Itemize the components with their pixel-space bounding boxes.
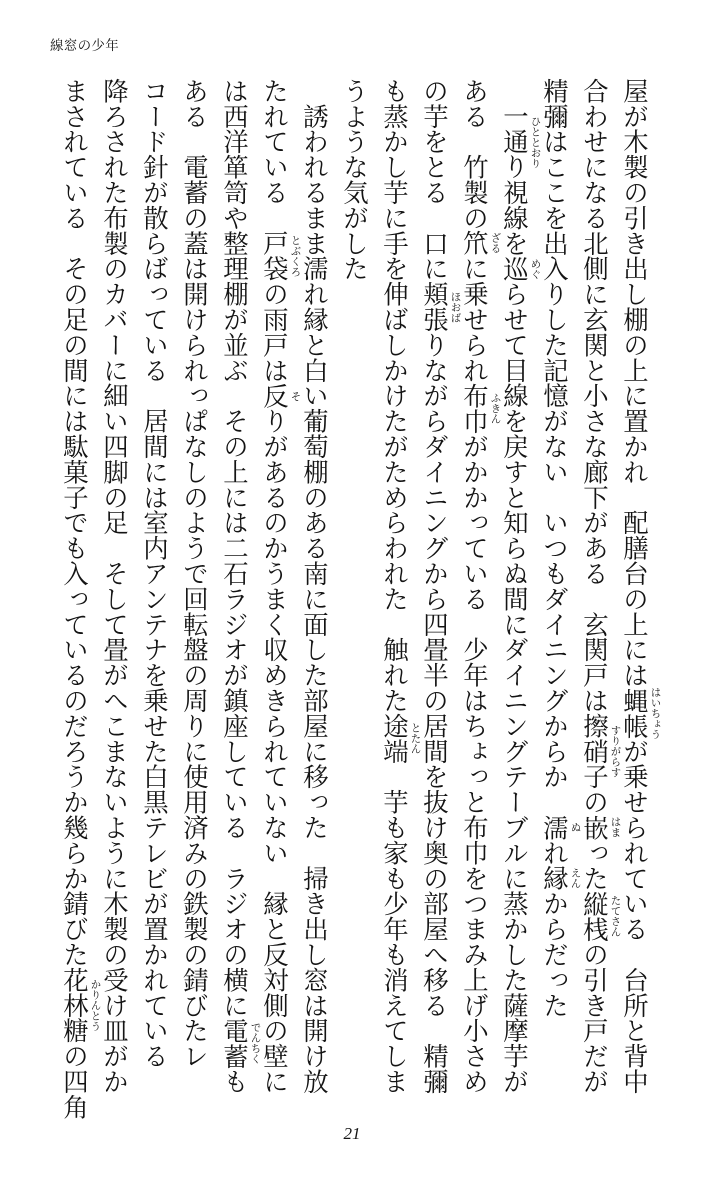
ruby-reading: ひととおり <box>529 115 542 168</box>
text-column <box>415 78 462 1128</box>
ruby-annotated-word <box>620 686 662 740</box>
text-run: 芋も家も少年も消えてしま <box>380 763 410 1095</box>
text-column <box>575 78 622 1128</box>
ruby-annotated-word <box>60 967 102 1044</box>
ruby-base: 一通り <box>500 103 530 180</box>
text-run: も <box>220 1068 250 1095</box>
ruby-annotated-word <box>500 103 542 180</box>
text-run: 屋が木製の引き出し棚の上に置かれ 配膳台の上には <box>620 78 650 688</box>
text-run: が乗せられている 台所と背中 <box>620 738 650 1095</box>
ruby-annotated-word <box>460 230 502 256</box>
text-run: まされている その足の間には駄菓子でも入っているのだろうか幾らか錆びた <box>60 78 90 967</box>
ruby-reading: ほおば <box>449 290 462 323</box>
text-run: の引き戸だが <box>580 941 610 1095</box>
text-run: ある 電蓄の蓋は開けられっぱなしのようで回転盤の周りに使用済みの鉄製の錆びたレ <box>180 78 210 1069</box>
text-run: 合わせになる北側に玄関と小さな廊下がある 玄関戸は <box>580 78 610 713</box>
running-title: 線窓の少年 <box>50 38 119 54</box>
ruby-base: 擦硝子 <box>580 713 610 790</box>
ruby-annotated-word <box>540 865 582 891</box>
ruby-annotated-word <box>580 890 622 942</box>
ruby-annotated-word <box>380 713 422 764</box>
text-run: 降ろされた布製のカバーに細い四脚の足 そして畳がへこまないように木製の受け皿がか <box>100 78 130 1094</box>
text-run: も蒸かし芋に手を伸ばしかけたがためらわれた 触れた <box>380 78 410 713</box>
text-run: 精彌はここを出入りした記憶がない いつもダイニングからか <box>540 78 570 815</box>
ruby-annotated-word <box>420 281 462 333</box>
ruby-base: 花林糖 <box>60 967 90 1044</box>
ruby-base: 笊 <box>460 230 490 256</box>
text-column <box>55 78 102 1128</box>
ruby-reading: とたん <box>409 722 422 755</box>
text-column <box>175 78 215 1128</box>
ruby-reading: めぐ <box>529 258 542 280</box>
ruby-reading: ふきん <box>489 392 502 424</box>
ruby-annotated-word <box>540 814 582 841</box>
ruby-base: 嵌 <box>580 814 610 841</box>
page-number: 21 <box>343 1124 361 1143</box>
text-run: 誘われるまま濡れ縁と白い葡萄棚のある南に面した部屋に移った 掃き出し窓は開け放 <box>300 78 330 1095</box>
ruby-annotated-word <box>220 1017 262 1069</box>
ruby-annotated-word <box>580 713 622 790</box>
text-column <box>375 78 422 1128</box>
text-column <box>535 78 582 1128</box>
ruby-annotated-word <box>460 382 502 434</box>
text-run: りながらダイニングから四畳半の居間を抜け奥の部屋へ移る 精彌 <box>420 332 450 1095</box>
ruby-annotated-word <box>260 230 302 282</box>
text-column <box>615 78 662 1128</box>
ruby-base: 頬張 <box>420 281 450 333</box>
text-column <box>95 78 135 1128</box>
text-run: 視線を <box>500 179 530 256</box>
text-run: れ <box>540 840 570 866</box>
ruby-base: 戸袋 <box>260 230 290 282</box>
text-run: は西洋箪笥や整理棚が並ぶ その上には二石ラジオが鎮座している ラジオの横に <box>220 78 250 1018</box>
text-run: ある 竹製の <box>460 78 490 231</box>
ruby-reading: ぬ <box>569 822 582 833</box>
text-run: の四角 <box>60 1043 90 1120</box>
text-run: の雨戸は <box>260 281 290 383</box>
ruby-annotated-word <box>260 382 302 409</box>
text-run: コード針が散らばっている 居間には室内アンテナを乗せた白黒テレビが置かれている <box>140 78 170 1069</box>
ruby-reading: えん <box>569 867 582 889</box>
ruby-reading: はいちょう <box>649 686 662 740</box>
ruby-base: 濡 <box>540 814 570 841</box>
text-run: たれている <box>260 78 290 231</box>
text-run: からだった <box>540 890 570 1018</box>
text-column <box>335 78 375 1128</box>
ruby-base: 蝿帳 <box>620 687 650 739</box>
text-run: に乗せられ <box>460 255 490 383</box>
ruby-annotated-word <box>580 814 622 841</box>
ruby-reading: ざる <box>489 232 502 254</box>
ruby-reading: はま <box>609 816 622 838</box>
ruby-base: 巡 <box>500 255 530 282</box>
ruby-base: 縁 <box>540 865 570 891</box>
text-run: の <box>580 789 610 815</box>
ruby-base: 電蓄 <box>220 1017 250 1069</box>
text-column <box>455 78 502 1128</box>
text-column <box>215 78 262 1128</box>
text-run <box>500 78 530 103</box>
text-column <box>255 78 302 1128</box>
text-run: うような気がした <box>340 78 370 282</box>
text-run: がかかっている 少年はちょっと布巾をつまみ上げ小さめ <box>460 433 490 1095</box>
text-body <box>55 78 662 1128</box>
text-run: りがあるのかうまく収めきられていない 縁と反対側の壁に <box>260 408 290 1095</box>
text-column <box>135 78 175 1128</box>
ruby-reading: たてさん <box>609 895 622 938</box>
ruby-base: 縦桟 <box>580 890 610 942</box>
ruby-reading: とぶくろ <box>289 234 302 277</box>
ruby-base: 布巾 <box>460 382 490 434</box>
ruby-base: 途端 <box>380 713 410 764</box>
ruby-reading: かりんとう <box>89 978 102 1032</box>
ruby-base: 反 <box>260 382 290 409</box>
ruby-annotated-word <box>500 255 542 282</box>
ruby-reading: でんちく <box>249 1022 262 1065</box>
ruby-reading: すりがらす <box>609 724 622 778</box>
text-run: の芋をとる 口に <box>420 78 450 282</box>
text-run: らせて目線を戻すと知らぬ間にダイニングテーブルに蒸かした薩摩芋が <box>500 281 530 1095</box>
ruby-reading: そ <box>289 390 302 401</box>
text-run: った <box>580 840 610 891</box>
